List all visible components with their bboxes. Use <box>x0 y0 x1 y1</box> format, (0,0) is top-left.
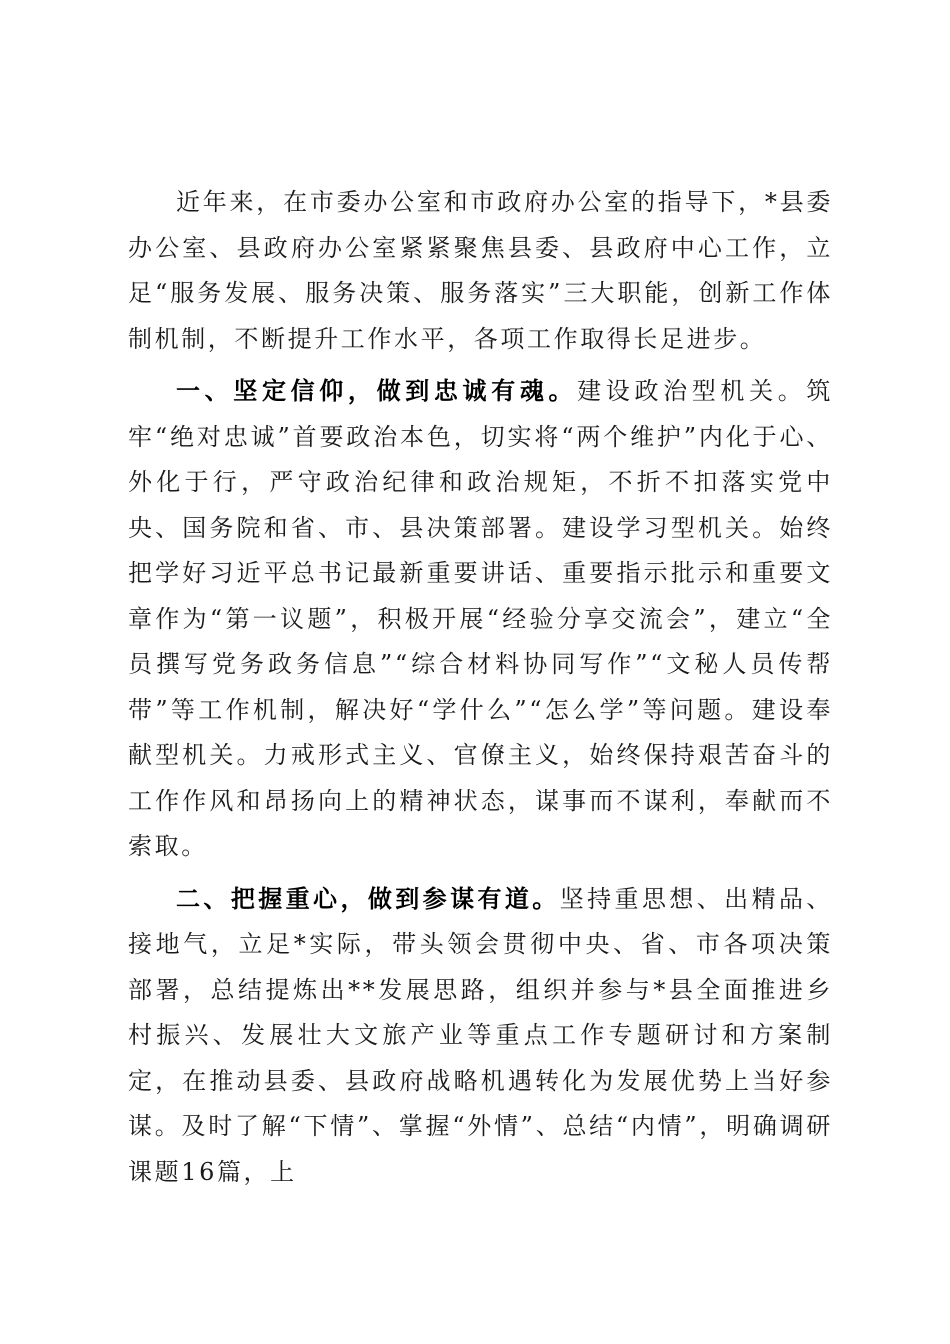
intro-paragraph-text: 近年来，在市委办公室和市政府办公室的指导下，*县委办公室、县政府办公室紧紧聚焦县委、县政府中心工作，立足“服务发展、服务决策、服务落实”三大职能，创新工作体制机制，不断提升工作水平，各项工作取得长足进步。 <box>128 188 833 353</box>
section-one-heading: 一、坚定信仰，做到忠诚有魂。 <box>176 376 578 405</box>
document-body <box>128 180 833 1195</box>
section-one-text: 建设政治型机关。筑牢“绝对忠诚”首要政治本色，切实将“两个维护”内化于心、外化于行，严守政治纪律和政治规矩，不折不扣落实党中央、国务院和省、市、县决策部署。建设学习型机关。始终把学好习近平总书记最新重要讲话、重要指示批示和重要文章作为“第一议题”，积极开展“经验分享交流会”，建立“全员撰写党务政务信息”“综合材料协同写作”“文秘人员传帮带”等工作机制，解决好“学什么”“怎么学”等问题。建设奉献型机关。力戒形式主义、官僚主义，始终保持艰苦奋斗的工作作风和昂扬向上的精神状态，谋事而不谋利，奉献而不索取。 <box>128 377 833 860</box>
section-two-text: 坚持重思想、出精品、接地气，立足*实际，带头领会贯彻中央、省、市各项决策部署，总结提炼出**发展思路，组织并参与*县全面推进乡村振兴、发展壮大文旅产业等重点工作专题研讨和方案制定，在推动县委、县政府战略机遇转化为发展优势上当好参谋。及时了解“下情”、掌握“外情”、总结“内情”，明确调研课题16篇，上 <box>128 884 833 1186</box>
intro-paragraph <box>128 180 833 362</box>
section-two-paragraph <box>128 876 833 1196</box>
section-two-heading: 二、把握重心，做到参谋有道。 <box>176 883 560 913</box>
section-one-paragraph <box>128 368 833 870</box>
